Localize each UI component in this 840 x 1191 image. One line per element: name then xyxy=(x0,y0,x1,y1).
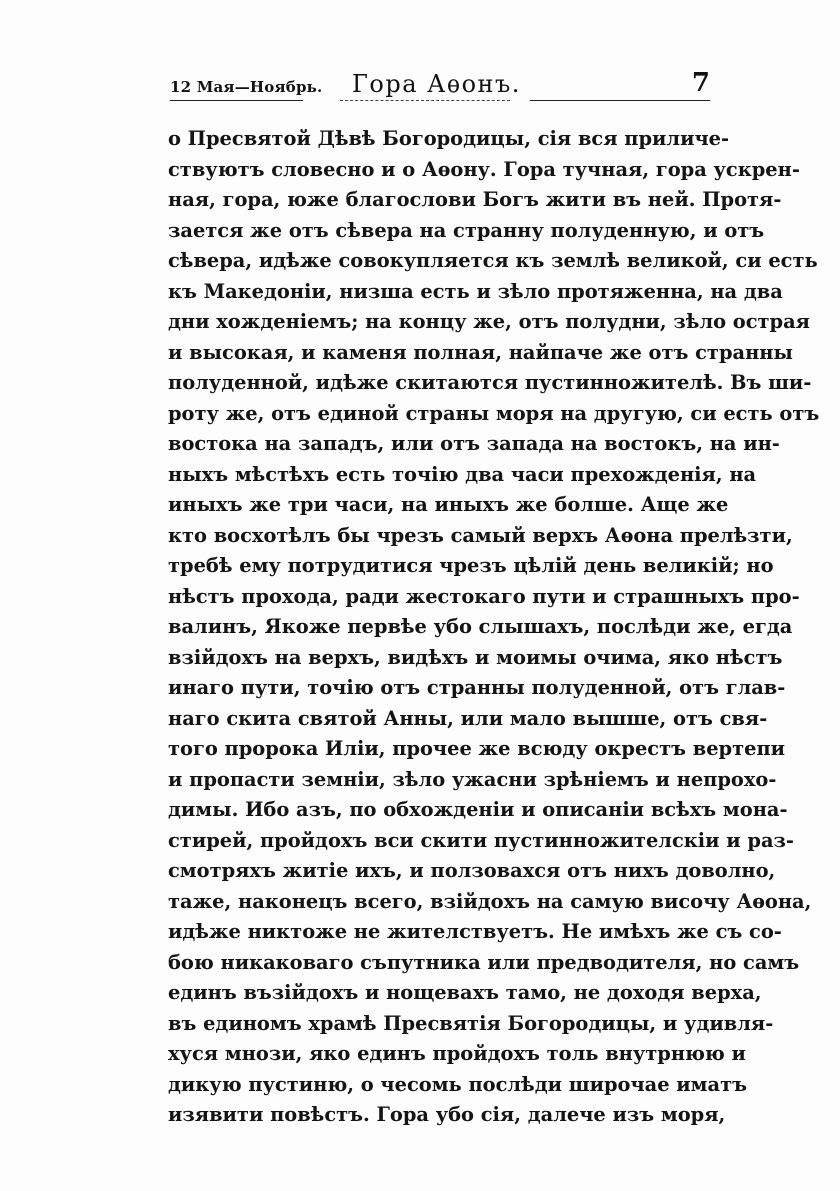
text-line: къ Македоніи, низша есть и зѣло протяженна, на два xyxy=(168,279,783,303)
running-head-dates: 12 Мая—Ноябрь. xyxy=(170,78,323,96)
text-line: требѣ ему потрудитися чрезъ цѣлій день великій; но xyxy=(168,554,774,577)
text-line: о Пресвятой Дѣвѣ Богородицы, сія вся приличе- xyxy=(168,127,730,150)
running-head-title: Гора Аѳонъ. xyxy=(352,70,521,98)
text-line: валинъ, Якоже первѣе убо слышахъ, послѣди же, егда xyxy=(168,615,793,638)
text-line: бою никаковаго съпутника или предводителя, но самъ xyxy=(168,950,800,974)
text-line: идѣже никтоже не жителствуетъ. Не имѣхъ же съ со- xyxy=(168,920,782,943)
text-line: дни хожденіемъ; на концу же, отъ полудни, зѣло острая xyxy=(168,310,811,333)
text-line: хуся мнози, яко единъ пройдохъ толь внутрнюю и xyxy=(168,1042,746,1065)
text-line: полуденной, идѣже скитаются пустинножителѣ. Въ ши- xyxy=(168,371,812,394)
text-line: ная, гора, юже благослови Богъ жити въ ней. Протя- xyxy=(168,188,782,211)
text-line: наго скита святой Анны, или мало вышше, отъ свя- xyxy=(168,706,768,730)
body-text xyxy=(168,124,820,1131)
text-line: стирей, пройдохъ вси скити пустинножителскіи и раз- xyxy=(168,828,794,852)
text-line: и пропасти земніи, зѣло ужасни зрѣніемъ и непрохо- xyxy=(168,767,777,791)
text-line: взійдохъ на верхъ, видѣхъ и моимы очима, яко нѣстъ xyxy=(168,645,783,669)
text-line: дикую пустиню, о чесомь послѣди широчае иматъ xyxy=(168,1072,747,1096)
header-rule-left xyxy=(170,100,303,101)
text-line: востока на западъ, или отъ запада на востокъ, на ин- xyxy=(168,432,780,455)
text-line: инаго пути, точію отъ странны полуденной, отъ глав- xyxy=(168,676,786,699)
header-rule-right xyxy=(530,100,710,101)
text-line: роту же, отъ единой страны моря на другую, си есть отъ xyxy=(168,401,820,425)
text-line: того пророка Иліи, прочее же всюду окрестъ вертепи xyxy=(168,737,786,760)
text-line: сѣвера, идѣже совокупляется къ землѣ великой, си есть xyxy=(168,249,818,272)
text-line: и высокая, и каменя полная, найпаче же отъ странны xyxy=(168,340,793,364)
text-line: ныхъ мѣстѣхъ есть точію два часи прехожденія, на xyxy=(168,462,757,486)
text-line: ствуютъ словесно и о Аѳону. Гора тучная, гора ускрен- xyxy=(168,157,800,181)
text-line: въ единомъ храмѣ Пресвятія Богородицы, и удивля- xyxy=(168,1011,774,1035)
text-line: кто восхотѣлъ бы чрезъ самый верхъ Аѳона прелѣзти, xyxy=(168,523,793,547)
text-line: единъ възійдохъ и нощевахъ тамо, не доходя верха, xyxy=(168,981,762,1004)
text-line: нѣстъ прохода, ради жестокаго пути и страшныхъ про- xyxy=(168,584,800,608)
text-line: таже, наконецъ всего, взійдохъ на самую височу Аѳона, xyxy=(168,889,812,913)
header-rule-dashed xyxy=(340,100,510,101)
text-line: зается же отъ сѣвера на странну полуденную, и отъ xyxy=(168,218,765,242)
page-header xyxy=(170,70,710,110)
text-line: изявити повѣстъ. Гора убо сія, далече изъ моря, xyxy=(168,1103,726,1126)
page-number: 7 xyxy=(691,68,710,98)
text-line: димы. Ибо азъ, по обхожденіи и описаніи всѣхъ мона- xyxy=(168,798,788,821)
text-line: иныхъ же три часи, на иныхъ же болше. Аще же xyxy=(168,493,729,516)
text-line: смотряхъ житіе ихъ, и ползовахся отъ нихъ доволно, xyxy=(168,859,776,882)
